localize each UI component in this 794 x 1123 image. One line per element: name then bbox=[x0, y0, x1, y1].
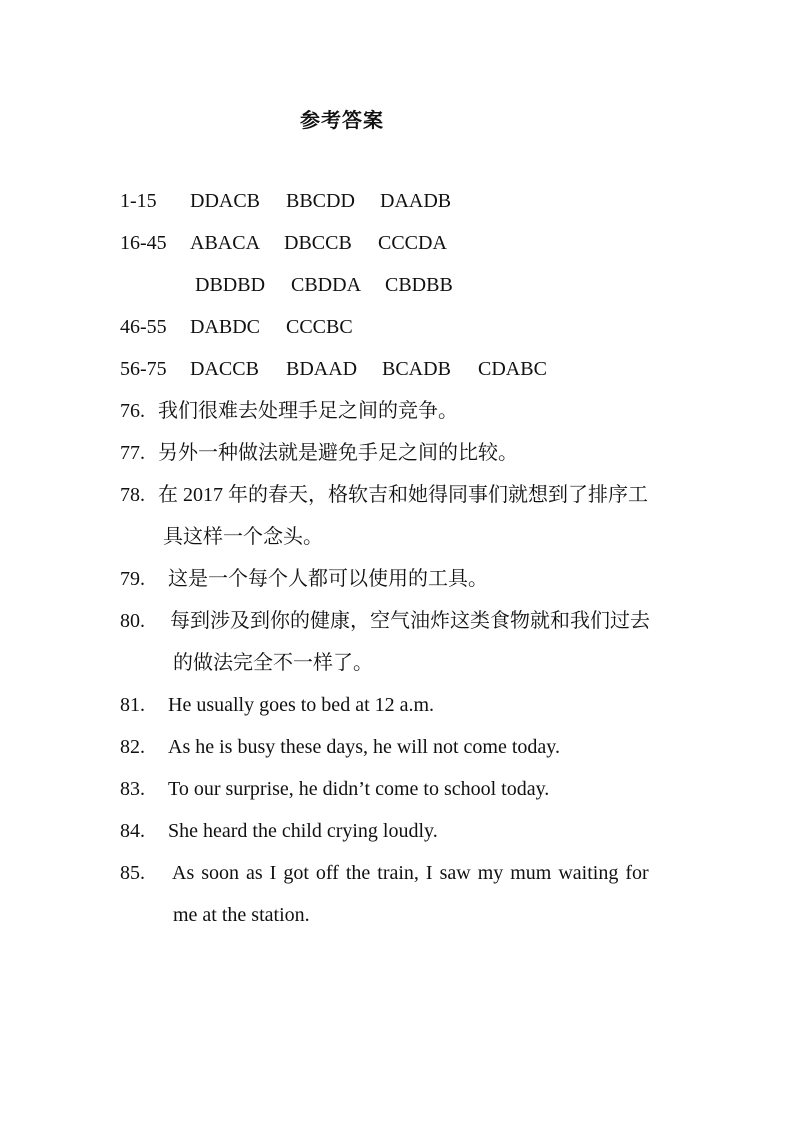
answer-group: BDAAD bbox=[286, 358, 358, 380]
question-number: 82. bbox=[120, 736, 145, 758]
answer-77 bbox=[120, 441, 518, 465]
answer-79 bbox=[120, 567, 488, 591]
answer-83 bbox=[120, 777, 549, 801]
answer-80-cont bbox=[173, 651, 373, 675]
answer-text: She heard the child crying loudly. bbox=[168, 820, 438, 842]
answer-group: CBDDA bbox=[291, 274, 362, 296]
answer-82 bbox=[120, 735, 560, 759]
answer-group: DAADB bbox=[380, 190, 452, 212]
question-number: 83. bbox=[120, 778, 145, 800]
answer-group: DBDBD bbox=[195, 274, 266, 296]
answer-row-16-45 bbox=[120, 231, 447, 255]
question-number: 78. bbox=[120, 484, 145, 506]
answer-76 bbox=[120, 399, 458, 423]
answer-group: CCCBC bbox=[286, 316, 353, 338]
answer-row-1-15 bbox=[120, 189, 451, 213]
question-number: 77. bbox=[120, 442, 145, 464]
question-number: 80. bbox=[120, 610, 145, 632]
answer-group: CCCDA bbox=[378, 232, 447, 254]
question-number: 76. bbox=[120, 400, 145, 422]
question-number: 79. bbox=[120, 568, 145, 590]
answer-text-line2: 具这样一个念头。 bbox=[163, 526, 323, 548]
answer-text-line2: 的做法完全不一样了。 bbox=[173, 652, 373, 674]
answer-group: CBDBB bbox=[385, 274, 453, 296]
answer-text: 另外一种做法就是避免手足之间的比较。 bbox=[158, 442, 518, 464]
answer-text: 这是一个每个人都可以使用的工具。 bbox=[168, 568, 488, 590]
answer-text: He usually goes to bed at 12 a.m. bbox=[168, 694, 435, 716]
answer-group: CDABC bbox=[478, 358, 547, 380]
answer-text-line1: 每到涉及到你的健康，空气油炸这类食物就和我们过去 bbox=[170, 610, 650, 632]
answer-81 bbox=[120, 693, 434, 717]
answer-row-16-45-cont bbox=[195, 273, 453, 297]
answer-group: BBCDD bbox=[286, 190, 355, 212]
answer-78 bbox=[120, 483, 648, 507]
answer-text-line1: As soon as I got off the train, I saw my mum waiting for bbox=[172, 862, 649, 884]
row-label: 46-55 bbox=[120, 316, 167, 338]
answer-group: DACCB bbox=[190, 358, 259, 380]
answer-80 bbox=[120, 609, 650, 633]
question-number: 81. bbox=[120, 694, 145, 716]
answer-group: BCADB bbox=[382, 358, 451, 380]
answer-group: DDACB bbox=[190, 190, 261, 212]
answer-text-line2: me at the station. bbox=[173, 904, 310, 926]
answer-row-46-55 bbox=[120, 315, 353, 339]
answer-85-cont bbox=[173, 903, 310, 927]
answer-group: DABDC bbox=[190, 316, 261, 338]
answer-78-cont bbox=[163, 525, 323, 549]
answer-row-56-75 bbox=[120, 357, 547, 381]
answer-text: To our surprise, he didn’t come to school today. bbox=[168, 778, 550, 800]
answer-85 bbox=[120, 861, 649, 885]
answer-text: 我们很难去处理手足之间的竞争。 bbox=[158, 400, 458, 422]
answer-84 bbox=[120, 819, 438, 843]
answer-text-line1: 在 2017 年的春天，格软吉和她得同事们就想到了排序工 bbox=[158, 484, 648, 506]
row-label: 1-15 bbox=[120, 190, 157, 212]
answer-group: ABACA bbox=[190, 232, 261, 254]
answer-text: As he is busy these days, he will not come today. bbox=[168, 736, 560, 758]
question-number: 84. bbox=[120, 820, 145, 842]
row-label: 56-75 bbox=[120, 358, 167, 380]
question-number: 85. bbox=[120, 862, 145, 884]
row-label: 16-45 bbox=[120, 232, 167, 254]
answer-group: DBCCB bbox=[284, 232, 352, 254]
page-title: 参考答案 bbox=[300, 110, 384, 132]
